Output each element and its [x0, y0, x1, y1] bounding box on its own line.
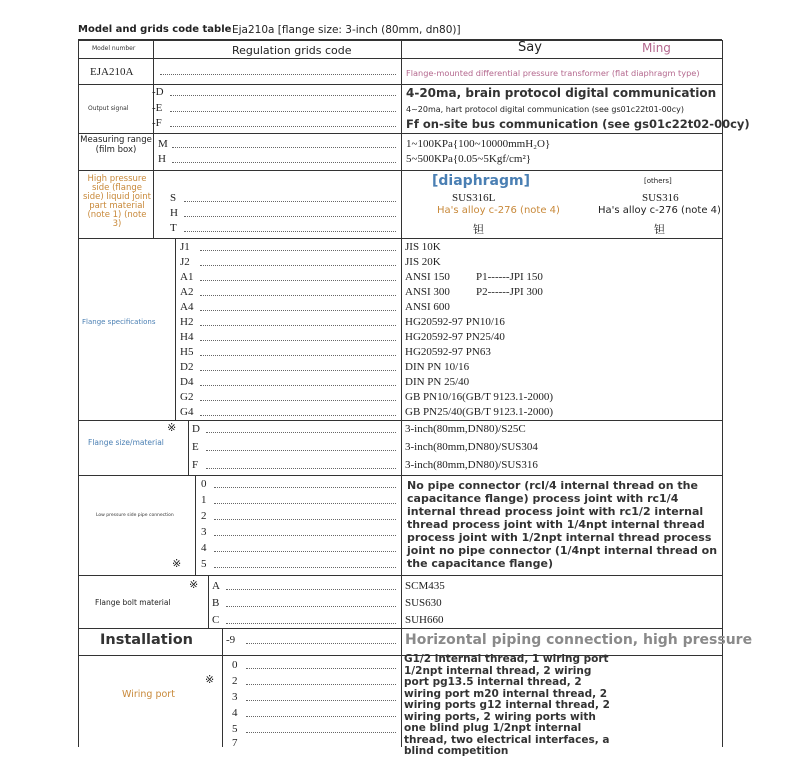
- col-divider-left-pipe: [195, 475, 196, 575]
- bolt-desc-a: SCM435: [405, 580, 445, 592]
- material-others-header: [others]: [644, 177, 672, 185]
- row-line: [78, 655, 722, 656]
- output-signal-label: Output signal: [88, 105, 129, 112]
- low-pipe-label: Low pressure side pipe connection: [96, 513, 174, 518]
- material-code-t: T: [170, 222, 177, 234]
- row-line: [78, 133, 722, 134]
- col-divider-right: [401, 40, 402, 747]
- leader-dots: [226, 589, 396, 590]
- measuring-code-h: H: [158, 153, 166, 165]
- leader-dots: [170, 111, 396, 112]
- leader-dots: [214, 487, 396, 488]
- flange-spec-desc: ANSI 600: [405, 301, 450, 313]
- leader-dots: [200, 370, 396, 371]
- wiring-code: 4: [232, 707, 238, 719]
- install-desc: Horizontal piping connection, high pressure: [405, 632, 753, 648]
- flange-size-code-e: E: [192, 441, 199, 453]
- low-pipe-desc: No pipe connector (rcl/4 internal thread on the capacitance flange) process joint with rc1/4 internal thread process joint with rc1/2 internal thread process joint with 1/4npt internal thread process joint with 1/2npt internal thread process joint no pipe connector (1/4npt internal thread on the capacitance flange): [407, 479, 718, 570]
- leader-dots: [200, 265, 396, 266]
- leader-dots: [200, 280, 396, 281]
- low-pipe-code: 5: [201, 558, 207, 570]
- table-left-border: [78, 40, 79, 747]
- leader-dots: [184, 231, 396, 232]
- wiring-desc: G1/2 internal thread, 1 wiring port 1/2npt internal thread, 2 wiring port pg13.5 internal thread, 2 wiring port m20 internal thread, 2 wiring ports g12 internal thread, 2 wiring ports, 2 wiring ports with one blind plug 1/2npt internal thread, two electrical interfaces, a blind competition: [404, 653, 610, 757]
- leader-dots: [200, 325, 396, 326]
- header-model-number: Model number: [92, 45, 136, 52]
- col-divider-left-flange: [175, 238, 176, 420]
- leader-dots: [226, 623, 396, 624]
- col-divider-left-top: [153, 40, 154, 238]
- header-grids-code: Regulation grids code: [232, 44, 352, 57]
- leader-dots: [200, 250, 396, 251]
- material-others-hastelloy: Ha's alloy c-276 (note 4): [598, 205, 721, 216]
- col-divider-left-wiring: [222, 655, 223, 747]
- flange-spec-jpi-p2: P2------JPI 300: [476, 286, 543, 298]
- leader-dots: [206, 450, 396, 451]
- leader-dots: [246, 643, 396, 644]
- bolt-desc-c: SUH660: [405, 614, 444, 626]
- material-diaphragm-tantalum: 钽: [473, 224, 484, 236]
- header-ming: Ming: [642, 41, 671, 55]
- wiring-code: 2: [232, 675, 238, 687]
- leader-dots: [170, 126, 396, 127]
- measuring-range-label: Measuring range (film box): [80, 135, 152, 155]
- material-diaphragm-sus316l: SUS316L: [452, 192, 496, 204]
- row-line: [78, 170, 722, 171]
- table-title: Model and grids code table: [78, 24, 232, 35]
- flange-spec-desc: HG20592-97 PN63: [405, 346, 491, 358]
- flange-size-code-d: D: [192, 423, 200, 435]
- leader-dots: [200, 385, 396, 386]
- low-pipe-code: 0: [201, 478, 207, 490]
- low-pipe-code: 1: [201, 494, 207, 506]
- output-desc-f: Ff on-site bus communication (see gs01c22t02-00cy): [406, 117, 750, 131]
- output-code-e: -E: [152, 102, 163, 114]
- flange-spec-label: Flange specifications: [82, 318, 156, 326]
- material-code-h: H: [170, 207, 178, 219]
- flange-spec-desc: JIS 20K: [405, 256, 441, 268]
- leader-dots: [184, 201, 396, 202]
- bolt-mark: ※: [189, 578, 199, 591]
- model-desc: Flange-mounted differential pressure transformer (flat diaphragm type): [406, 68, 700, 78]
- flange-spec-code: D2: [180, 361, 194, 373]
- bolt-code-a: A: [212, 580, 220, 592]
- flange-spec-code: J1: [180, 241, 190, 253]
- flange-spec-code: J2: [180, 256, 190, 268]
- flange-spec-desc: HG20592-97 PN10/16: [405, 316, 505, 328]
- leader-dots: [246, 732, 396, 733]
- measuring-code-m: M: [158, 138, 168, 150]
- wiring-code: 3: [232, 691, 238, 703]
- leader-dots: [200, 400, 396, 401]
- leader-dots: [246, 668, 396, 669]
- flange-spec-code: G2: [180, 391, 194, 403]
- flange-spec-desc: GB PN10/16(GB/T 9123.1-2000): [405, 391, 553, 403]
- flange-spec-desc: DIN PN 10/16: [405, 361, 470, 373]
- leader-dots: [246, 684, 396, 685]
- header-say: Say: [518, 40, 542, 55]
- install-label: Installation: [100, 632, 193, 648]
- leader-dots: [226, 606, 396, 607]
- leader-dots: [200, 295, 396, 296]
- material-others-tantalum: 钽: [654, 224, 665, 236]
- col-divider-left-size: [188, 420, 189, 475]
- row-line: [78, 575, 722, 576]
- leader-dots: [172, 162, 396, 163]
- flange-spec-code: A4: [180, 301, 194, 313]
- leader-dots: [200, 310, 396, 311]
- output-desc-e: 4~20ma, hart protocol digital communication (see gs01c22t01-00cy): [406, 105, 685, 114]
- wiring-code: 7: [232, 737, 238, 749]
- material-diaphragm-header: [diaphragm]: [432, 173, 531, 189]
- material-label: High pressure side (flange side) liquid joint part material (note 1) (note 3): [82, 174, 152, 229]
- row-line: [78, 628, 722, 629]
- leader-dots: [206, 432, 396, 433]
- leader-dots: [200, 340, 396, 341]
- leader-dots: [160, 74, 396, 75]
- low-pipe-mark: ※: [172, 557, 182, 570]
- leader-dots: [214, 551, 396, 552]
- bolt-label: Flange bolt material: [95, 598, 171, 607]
- output-desc-d: 4-20ma, brain protocol digital communication: [406, 86, 717, 100]
- leader-dots: [170, 95, 396, 96]
- wiring-code: 5: [232, 723, 238, 735]
- flange-spec-desc: ANSI 300: [405, 286, 450, 298]
- flange-size-desc-e: 3-inch(80mm,DN80)/SUS304: [405, 441, 538, 453]
- leader-dots: [184, 216, 396, 217]
- leader-dots: [200, 415, 396, 416]
- bolt-code-b: B: [212, 597, 220, 609]
- material-code-s: S: [170, 192, 177, 204]
- wiring-mark: ※: [205, 673, 215, 686]
- flange-size-mark: ※: [167, 421, 177, 434]
- wiring-code: 0: [232, 659, 238, 671]
- flange-size-desc-d: 3-inch(80mm,DN80)/S25C: [405, 423, 526, 435]
- flange-spec-desc: DIN PN 25/40: [405, 376, 470, 388]
- low-pipe-code: 4: [201, 542, 207, 554]
- flange-spec-code: H5: [180, 346, 194, 358]
- flange-spec-desc: HG20592-97 PN25/40: [405, 331, 505, 343]
- leader-dots: [200, 355, 396, 356]
- leader-dots: [214, 567, 396, 568]
- leader-dots: [246, 700, 396, 701]
- material-others-sus316: SUS316: [642, 192, 679, 204]
- flange-spec-code: G4: [180, 406, 194, 418]
- flange-spec-desc: GB PN25/40(GB/T 9123.1-2000): [405, 406, 553, 418]
- row-line: [78, 84, 722, 85]
- install-code: -9: [226, 634, 236, 646]
- low-pipe-code: 2: [201, 510, 207, 522]
- leader-dots: [246, 716, 396, 717]
- col-divider-left-install: [222, 628, 223, 655]
- leader-dots: [206, 468, 396, 469]
- model-code: EJA210A: [90, 66, 134, 78]
- leader-dots: [172, 147, 396, 148]
- measuring-desc-m: 1~100KPa{100~10000mmH₂O}: [406, 138, 551, 150]
- flange-spec-code: A2: [180, 286, 194, 298]
- leader-dots: [214, 503, 396, 504]
- leader-dots: [214, 535, 396, 536]
- model-title: Eja210a [flange size: 3-inch (80mm, dn80)]: [232, 24, 461, 36]
- low-pipe-code: 3: [201, 526, 207, 538]
- flange-size-label: Flange size/material: [88, 438, 164, 447]
- table-top-border: [78, 39, 722, 41]
- bolt-code-c: C: [212, 614, 220, 626]
- col-divider-left-bolt: [208, 575, 209, 628]
- row-line: [78, 238, 722, 239]
- output-code-d: -D: [152, 86, 164, 98]
- leader-dots: [214, 519, 396, 520]
- flange-spec-code: H4: [180, 331, 194, 343]
- flange-spec-code: H2: [180, 316, 194, 328]
- row-line: [78, 475, 722, 476]
- material-diaphragm-hastelloy: Ha's alloy c-276 (note 4): [437, 205, 560, 216]
- wiring-label: Wiring port: [122, 689, 175, 700]
- flange-spec-code: A1: [180, 271, 194, 283]
- flange-spec-code: D4: [180, 376, 194, 388]
- row-line: [78, 58, 722, 59]
- flange-spec-desc: ANSI 150: [405, 271, 450, 283]
- flange-spec-desc: JIS 10K: [405, 241, 441, 253]
- output-code-f: -F: [152, 117, 162, 129]
- flange-size-desc-f: 3-inch(80mm,DN80)/SUS316: [405, 459, 538, 471]
- flange-spec-jpi-p1: P1------JPI 150: [476, 271, 543, 283]
- flange-size-code-f: F: [192, 459, 199, 471]
- measuring-desc-h: 5~500KPa{0.05~5Kgf/cm²}: [406, 153, 532, 165]
- bolt-desc-b: SUS630: [405, 597, 442, 609]
